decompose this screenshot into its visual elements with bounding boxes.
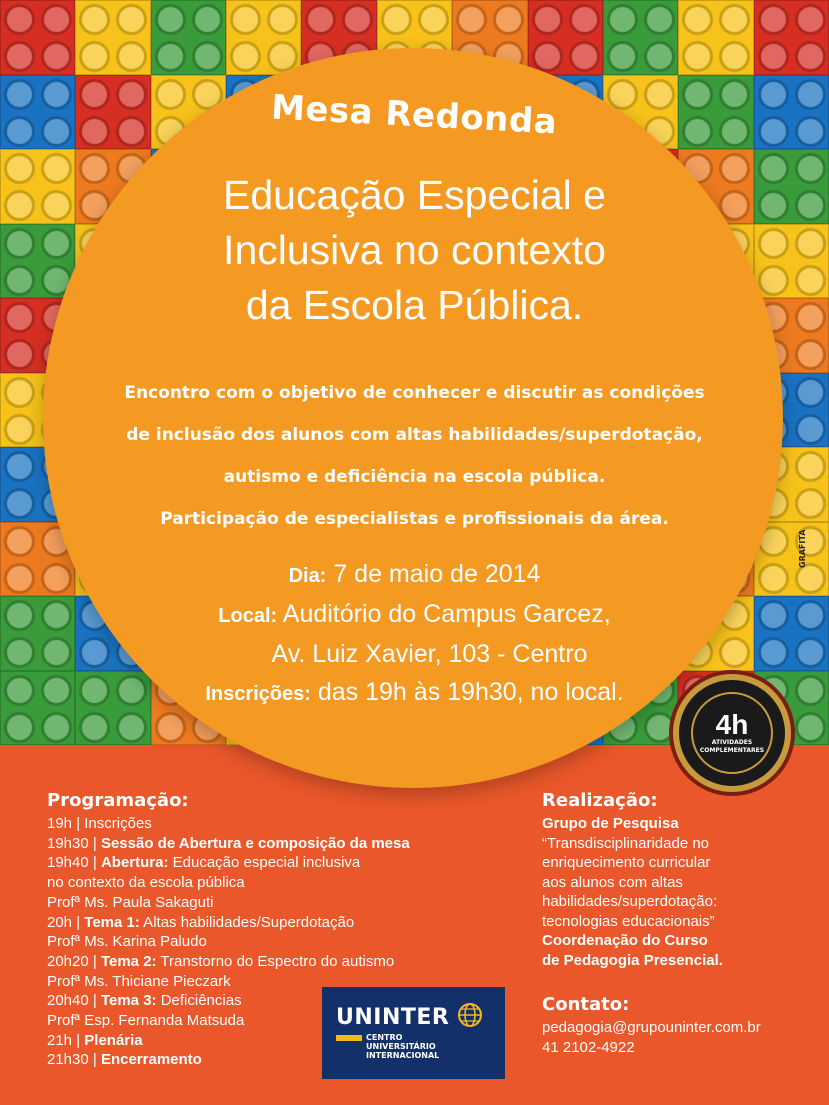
event-kicker xyxy=(0,87,829,143)
description-line: autismo e deficiência na escola pública. xyxy=(223,467,606,487)
date-row xyxy=(0,555,829,595)
program-item: Tema 2: xyxy=(100,952,157,970)
program-time: 20h20 | xyxy=(47,952,101,970)
program-detail: Transtorno do Espectro do autismo xyxy=(156,952,395,970)
program-line xyxy=(47,814,487,834)
program-speaker: Profª Esp. Fernanda Matsuda xyxy=(47,1012,245,1030)
description-line: de inclusão dos alunos com altas habilidades/superdotação, xyxy=(126,425,703,445)
research-group-label: Grupo de Pesquisa xyxy=(542,815,679,832)
research-group-line: habilidades/superdotação: xyxy=(542,893,718,910)
location-row xyxy=(0,595,829,635)
seal-caption xyxy=(700,739,764,755)
title-line: Educação Especial e xyxy=(223,172,606,218)
seal-caption-line: COMPLEMENTARES xyxy=(699,747,765,754)
coordination-line: de Pedagogia Presencial. xyxy=(542,951,723,969)
program-detail: Educação especial inclusiva xyxy=(168,854,361,872)
program-time: 21h | xyxy=(47,1031,85,1049)
logo-accent-bar xyxy=(336,1035,362,1041)
lego-brick xyxy=(528,0,603,75)
description-line: Encontro com o objetivo de conhecer e discutir as condições xyxy=(124,383,705,403)
seal-caption-line: ATIVIDADES xyxy=(711,739,753,746)
coordination-line: Coordenação do Curso xyxy=(542,932,708,949)
contact-section xyxy=(542,994,822,1058)
event-title xyxy=(0,168,829,333)
organizer-section xyxy=(542,790,812,970)
program-line xyxy=(47,952,487,972)
credit-text: GRAFITA xyxy=(798,529,807,568)
research-group-line: enriquecimento curricular xyxy=(542,854,711,871)
contact-phone: 41 2102-4922 xyxy=(542,1039,635,1056)
program-time: 21h30 | xyxy=(47,1051,101,1069)
research-group-line: aos alunos com altas xyxy=(542,873,683,891)
location-address: Av. Luiz Xavier, 103 - Centro xyxy=(271,640,588,668)
program-time: 19h40 | xyxy=(47,854,101,872)
program-item: Encerramento xyxy=(100,1051,202,1069)
designer-credit xyxy=(798,528,818,588)
contact-title: Contato: xyxy=(542,994,630,1015)
program-time: 19h | Inscrições xyxy=(47,815,152,832)
program-speaker: Profª Ms. Karina Paludo xyxy=(47,933,207,951)
lego-brick xyxy=(678,0,753,75)
event-description xyxy=(0,372,829,540)
title-line: Inclusiva no contexto xyxy=(223,227,606,273)
program-title: Programação: xyxy=(47,790,189,811)
program-line xyxy=(47,913,487,933)
registration-value: das 19h às 19h30, no local. xyxy=(317,678,624,706)
logo-name: UNINTER xyxy=(336,1005,450,1030)
program-detail: Altas habilidades/Superdotação xyxy=(139,913,355,931)
program-item: Tema 3: xyxy=(100,992,157,1010)
program-line xyxy=(47,932,487,952)
globe-icon xyxy=(456,1001,484,1029)
lego-brick xyxy=(151,0,226,75)
program-item: Sessão de Abertura e composição da mesa xyxy=(100,834,410,852)
program-line xyxy=(47,834,487,854)
description-line: Participação de especialistas e profissionais da área. xyxy=(160,509,669,529)
program-speaker: Profª Ms. Thiciane Pieczark xyxy=(47,972,231,990)
program-line xyxy=(47,893,487,913)
logo-sub-line: UNIVERSITÁRIO xyxy=(366,1042,436,1051)
program-time: 20h40 | xyxy=(47,992,101,1010)
program-line xyxy=(47,873,487,893)
program-item: Abertura: xyxy=(100,854,169,872)
logo-sub-line: INTERNACIONAL xyxy=(366,1051,440,1060)
program-item: Tema 1: xyxy=(84,913,140,931)
kicker-text: Mesa Redonda xyxy=(270,87,559,143)
research-group-line: tecnologias educacionais” xyxy=(542,912,715,930)
date-value: 7 de maio de 2014 xyxy=(333,560,541,588)
logo-sub-line: CENTRO xyxy=(366,1033,403,1042)
lego-brick xyxy=(226,0,301,75)
organizer-title: Realização: xyxy=(542,790,658,811)
program-time: 19h30 | xyxy=(47,834,101,852)
lego-brick xyxy=(75,0,150,75)
lego-brick xyxy=(0,0,75,75)
lego-brick xyxy=(754,0,829,75)
program-item: Plenária xyxy=(84,1031,143,1049)
lego-brick xyxy=(603,0,678,75)
hours-seal xyxy=(673,674,791,792)
program-time: 20h | xyxy=(47,913,85,931)
seal-hours: 4h xyxy=(715,709,749,740)
program-speaker: Profª Ms. Paula Sakaguti xyxy=(47,893,214,911)
logo-subtitle xyxy=(366,1033,439,1060)
seal-inner xyxy=(691,692,773,774)
program-detail: no contexto da escola pública xyxy=(47,874,245,892)
contact-email[interactable]: pedagogia@grupouninter.com.br xyxy=(542,1019,761,1036)
registration-label: Inscrições: xyxy=(205,683,311,705)
location-value: Auditório do Campus Garcez, xyxy=(282,600,611,628)
location-label: Local: xyxy=(218,605,278,627)
research-group-line: “Transdisciplinaridade no xyxy=(542,834,710,852)
program-line xyxy=(47,853,487,873)
uninter-logo xyxy=(322,987,505,1079)
program-detail: Deficiências xyxy=(156,992,242,1010)
date-label: Dia: xyxy=(288,565,327,587)
title-line: da Escola Pública. xyxy=(245,282,584,328)
